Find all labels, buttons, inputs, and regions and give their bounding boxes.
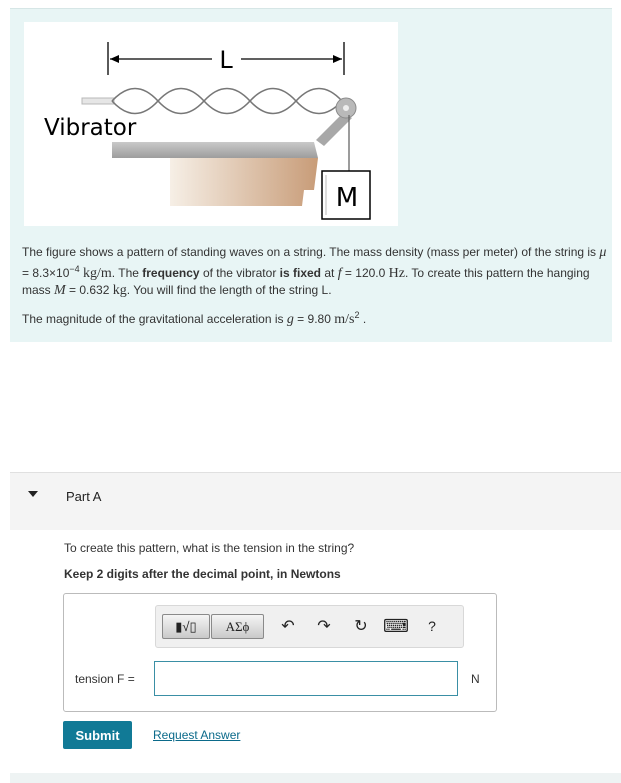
answer-unit: N bbox=[471, 672, 480, 686]
symbols-button[interactable] bbox=[211, 614, 264, 639]
redo-icon[interactable]: ↷ bbox=[317, 618, 331, 635]
keyboard-icon[interactable]: ⌨ bbox=[383, 615, 409, 636]
submit-button[interactable]: Submit bbox=[63, 721, 132, 749]
next-section-strip bbox=[10, 773, 621, 783]
part-title[interactable]: Part A bbox=[66, 489, 102, 504]
math-toolbar bbox=[155, 605, 464, 648]
undo-icon[interactable]: ↶ bbox=[281, 618, 295, 635]
description-paragraph-2: The magnitude of the gravitational acceleration is g = 9.80 $m/s^2$ . bbox=[22, 310, 367, 327]
length-label: L bbox=[219, 46, 233, 74]
question-text: To create this pattern, what is the tension in the string? bbox=[64, 541, 355, 555]
problem-panel bbox=[10, 8, 612, 342]
reset-icon[interactable]: ↻ bbox=[354, 618, 368, 635]
request-answer-link[interactable]: Request Answer bbox=[153, 728, 241, 742]
answer-box bbox=[63, 593, 497, 712]
wave-upper bbox=[112, 89, 342, 102]
vibrator-rod bbox=[82, 98, 114, 104]
standing-wave-figure bbox=[24, 22, 398, 226]
arrow-left-head bbox=[110, 55, 119, 63]
vibrator-label: Vibrator bbox=[44, 115, 137, 141]
instruction-text: Keep 2 digits after the decimal point, in Newtons bbox=[64, 567, 341, 581]
table-top bbox=[112, 142, 318, 158]
pulley-axle bbox=[343, 105, 349, 111]
help-icon[interactable]: ? bbox=[428, 618, 436, 634]
tension-answer-input[interactable] bbox=[154, 661, 458, 696]
description-paragraph-1: The figure shows a pattern of standing waves on a string. The mass density (mass per meter) of the string is $\mu = 8.3\times 10^{-4}$ kg/m. The frequency of the vibrator is fixed at f = 120.0 Hz. To create this pattern the hanging mass M = 0.632 kg. You will find the length of the string L. bbox=[22, 245, 607, 298]
part-header[interactable] bbox=[10, 473, 621, 530]
templates-icon: ▮√▯ bbox=[175, 618, 197, 634]
figure-drawing bbox=[24, 22, 398, 226]
arrow-right-head bbox=[333, 55, 342, 63]
templates-button[interactable] bbox=[162, 614, 210, 639]
collapse-triangle-icon[interactable] bbox=[28, 491, 38, 497]
mass-label: M bbox=[335, 183, 359, 213]
wave-lower bbox=[112, 101, 342, 114]
answer-label: tension F = bbox=[75, 672, 135, 686]
symbols-label: ΑΣϕ bbox=[225, 618, 250, 634]
problem-description bbox=[22, 244, 607, 336]
table-stand bbox=[170, 158, 318, 206]
